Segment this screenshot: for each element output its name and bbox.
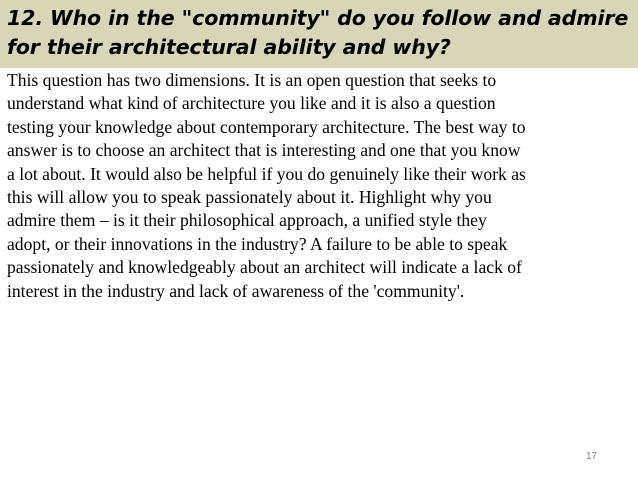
slide-body-text: This question has two dimensions. It is an open question that seeks to understand what kind of architecture you like and it is also a question testing your knowledge about contemporary architecture. The best way to answer is to choose an architect that is interesting and one that you know a lot about. It would also be helpful if you do genuinely like their work as this will allow you to speak passionately about it. Highlight why you admire them – is it their philosophical approach, a unified style they adopt, or their innovations in the industry? A failure to be able to speak passionately and knowledgeably about an architect will indicate a lack of interest in the industry and lack of awareness of the 'community'. [7, 70, 526, 301]
slide-title: 12. Who in the "community" do you follow and admire for their architectural ability and why? [7, 6, 629, 59]
title-bar [0, 0, 638, 68]
page-number: 17 [586, 451, 598, 462]
